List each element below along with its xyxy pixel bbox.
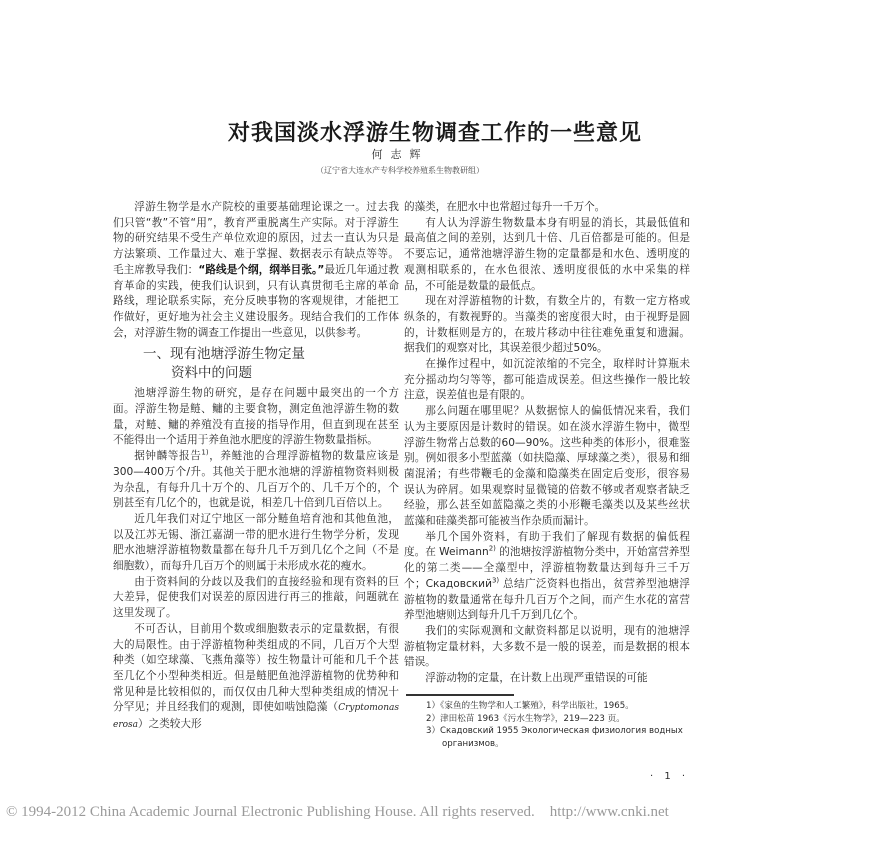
author: 何志辉	[371, 148, 429, 161]
text: ）之类较大形	[138, 718, 202, 731]
paragraph: 近几年我们对辽宁地区一部分鲢鱼培育池和其他鱼池，以及江苏无锡、浙江嘉湖一带的肥水进行生物学分析，发现肥水池塘浮游植物数量都在每升几千万到几亿个之间（不是细胞数），而每升几百万个的则属于未形成水花的瘦水。	[113, 512, 399, 573]
paragraph: 浮游动物的定量，在计数上出现严重错误的可能	[425, 672, 648, 685]
text: 浮游生物学是水产院校的重要基础理论课之一。过去我们只管“教”不管“用”，教育严重脱离生产实际。对于浮游生物的研究结果不受生产单位欢迎的原因，过去一直认为只是方法繁琐、工作量过大、难于掌握、数据表示有缺点等等。毛主席教导我们：	[113, 201, 399, 276]
text: 不可否认，目前用个数或细胞数表示的定量数据，有很大的局限性。由于浮游植物种类组成的不同，几百万个大型种类（如空球藻、飞燕角藻等）按生物量计可能和几千个甚至几亿个小型种类相近。但是鲢肥鱼池浮游植物的优势种和常见种是比较相似的，而仅仅由几种大型种类组成的情况十分罕见；并且经我们的观测，即使如啮蚀隐藻（	[113, 622, 399, 714]
heading-line: 一、现有池塘浮游生物定量	[143, 346, 305, 363]
paragraph: 在操作过程中，如沉淀浓缩的不完全，取样时计算瓶未充分摇动均匀等等，都可能造成误差。但这些操作一般比较注意，误差值也是有限的。	[404, 358, 690, 402]
footnote-ref: 3)	[491, 576, 500, 585]
quote-bold: “路线是个纲，纲举目张。”	[198, 263, 325, 276]
footnote: 1）《家鱼的生物学和人工繁殖》，科学出版社，1965。	[426, 701, 634, 711]
footnote-divider	[406, 694, 514, 696]
paragraph: 的藻类，在肥水中也常超过每升一千万个。	[404, 201, 606, 213]
affiliation: （辽宁省大连水产专科学校养殖系生物教研组）	[316, 166, 484, 175]
paragraph	[404, 530, 690, 624]
paragraph: 由于资料间的分歧以及我们的直接经验和现有资料的巨大差异，促使我们对误差的原因进行再三的推敲，问题就在这里发现了。	[113, 575, 399, 620]
text: 据钟麟等报告	[134, 450, 202, 463]
left-column	[113, 200, 399, 734]
footnote: 3）Скадовский 1955 Экологическая физиология водных организмов。	[426, 726, 683, 749]
paragraph: 现在对浮游植物的计数，有数全片的，有数一定方格或纵条的，有数视野的。当藻类的密度很大时，由于视野是圆的，计数框则是方的，在玻片移动中往往难免重复和遗漏。据我们的观察对比，其误差很少超过50%。	[404, 295, 690, 355]
footnote-ref: 2)	[488, 544, 496, 553]
footnote: 2）津田松苗 1963《污水生物学》，219—223 页。	[426, 713, 625, 724]
right-column	[404, 200, 690, 687]
paragraph	[113, 622, 399, 734]
section-heading	[113, 345, 399, 383]
paragraph: 有人认为浮游生物数量本身有明显的消长，其最低值和最高值之间的差别，达到几十倍、几百倍都是可能的。但是不要忘记，通常池塘浮游生物的定量都是和水色、透明度的观测相联系的，在水色很浓、透明度很低的水中采集的样品，不可能是数量的最低点。	[404, 216, 690, 292]
footnotes	[426, 700, 690, 750]
paragraph: 那么问题在哪里呢？从数据惊人的偏低情况来看，我们认为主要原因是计数时的错误。如在淡水浮游生物中，微型浮游生物常占总数的60—90%。这些种类的体形小，很难鉴别。例如很多小型蓝藻（如扶隐藻、厚球藻之类），很易和细菌混淆；有些带鞭毛的金藻和隐藻类在固定后变形，很容易误认为碎屑。如果观察时显微镜的倍数不够或者观察者缺乏经验，那么甚至如蓝隐藻之类的小形鞭毛藻类以及某些丝状蓝藻和硅藻类都可能被当作杂质而漏计。	[404, 405, 690, 528]
paper-title: 对我国淡水浮游生物调查工作的一些意见	[227, 121, 642, 146]
footnote-ref: 1)	[201, 448, 209, 457]
paragraph: 我们的实际观测和文献资料都足以说明，现有的池塘浮游植物定量材料，大多数不是一般的误差，而是数据的根本错误。	[404, 624, 690, 669]
latin-name: Cryptomonas erosa	[113, 703, 399, 731]
text: 最近几年通过教育革命的实践，使我们认识到，只有认真贯彻毛主席的革命路线，理论联系实际，充分反映事物的客观规律，才能把工作做好，更好地为社会主义建设服务。现结合我们的工作体会，对浮游生物的调查工作提出一些意见，以供参考。	[113, 263, 400, 339]
paragraph	[113, 200, 399, 341]
text: 举几个国外资料，有助于我们了解现有数据的偏低程度。在 Weimann	[404, 530, 690, 559]
text: ，养鲢池的合理浮游植物的数量应该是300—400万个/升。其他关于肥水池塘的浮游植物资料则极为杂乱，有每升几十万个的、几百万个的、几千万个的，个别甚至有几亿个的，也就是说，相差几十倍到几百倍以上。	[113, 450, 400, 510]
heading-line: 资料中的问题	[171, 365, 252, 382]
copyright-notice: © 1994-2012 China Academic Journal Electronic Publishing House. All rights reserved. http://www.cnki.net	[6, 804, 669, 820]
paragraph	[113, 449, 399, 512]
text: 总结广泛资料也指出，贫营养型池塘浮游植物的数量通常在每升几百万个之间，而产生水花的富营养型池塘则达到每升几千万到几亿个。	[404, 577, 690, 622]
page-number: · 1 ·	[650, 771, 690, 782]
paragraph: 池塘浮游生物的研究，是存在问题中最突出的一个方面。浮游生物是鲢、鳙的主要食物，测定鱼池浮游生物的数量，对鲢、鳙的养殖没有直接的指导作用，但直到现在甚至不能得出一个适用于养鱼池水肥度的浮游生物数量指标。	[113, 387, 399, 447]
text: 的池塘按浮游植物分类中，开始富营养型化的第二类——全藻型中，浮游植物数量达到每升三千万个；Скадовский	[404, 546, 690, 590]
